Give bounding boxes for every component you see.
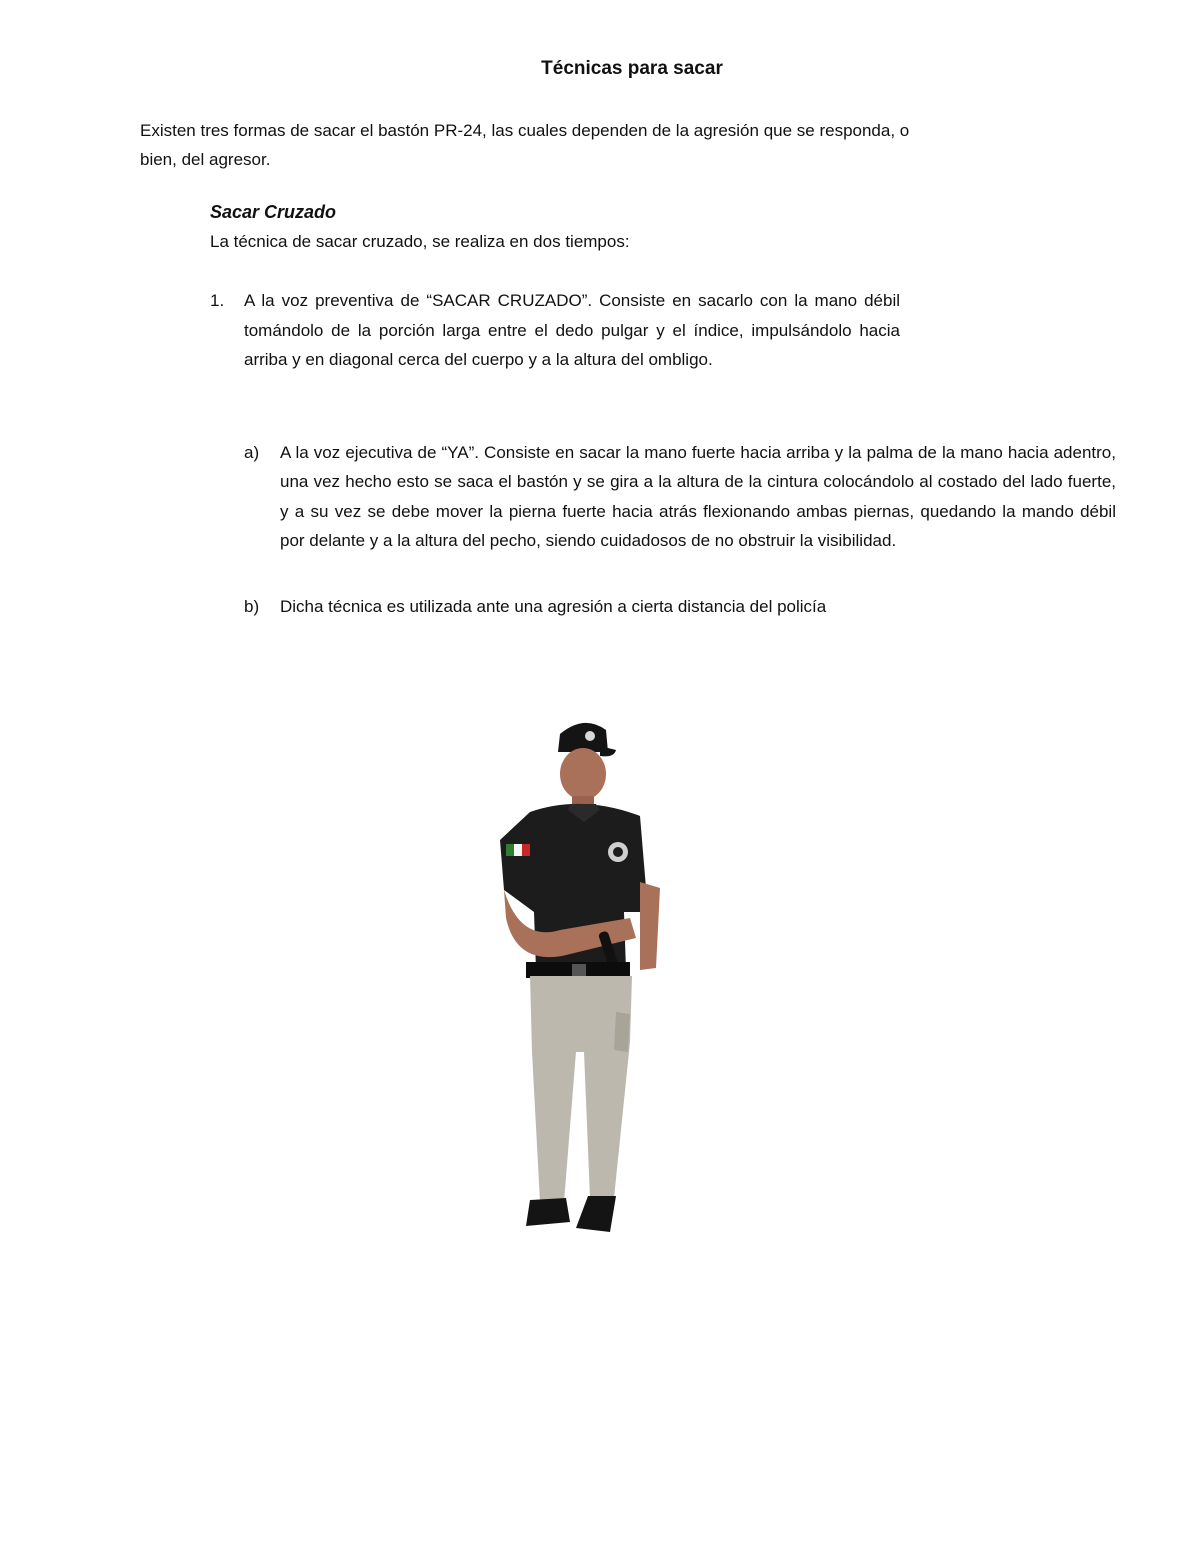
- sub-item-a: [244, 438, 1116, 555]
- list-marker: 1.: [210, 291, 225, 310]
- document-title: Técnicas para sacar: [541, 58, 723, 79]
- section-intro: La técnica de sacar cruzado, se realiza en dos tiempos:: [210, 232, 630, 251]
- list-marker: b): [244, 597, 260, 616]
- sub-item-b: [244, 592, 1116, 621]
- officer-illustration: [490, 712, 680, 1242]
- intro-paragraph: Existen tres formas de sacar el bastón PR-24, las cuales dependen de la agresión que se responda, o bien, del agresor.: [140, 121, 910, 169]
- numbered-item-1: [210, 286, 900, 375]
- list-marker: a): [244, 443, 260, 462]
- section-heading: Sacar Cruzado: [210, 202, 337, 222]
- list-item-text: A la voz ejecutiva de “YA”. Consiste en sacar la mano fuerte hacia arriba y la palma de la mano hacia adentro, una vez hecho esto se saca el bastón y se gira a la altura de la cintura colocándolo al costado del lado fuerte, y a su vez se debe mover la pierna fuerte hacia atrás flexionando ambas piernas, quedando la mando débil por delante y a la altura del pecho, siendo cuidadosos de no obstruir la visibilidad.: [280, 443, 1116, 550]
- officer-photo: [490, 712, 680, 1242]
- list-item-text: Dicha técnica es utilizada ante una agresión a cierta distancia del policía: [280, 597, 827, 616]
- list-item-text: A la voz preventiva de “SACAR CRUZADO”. Consiste en sacarlo con la mano débil tomándolo de la porción larga entre el dedo pulgar y el índice, impulsándolo hacia arriba y en diagonal cerca del cuerpo y a la altura del ombligo.: [244, 291, 900, 369]
